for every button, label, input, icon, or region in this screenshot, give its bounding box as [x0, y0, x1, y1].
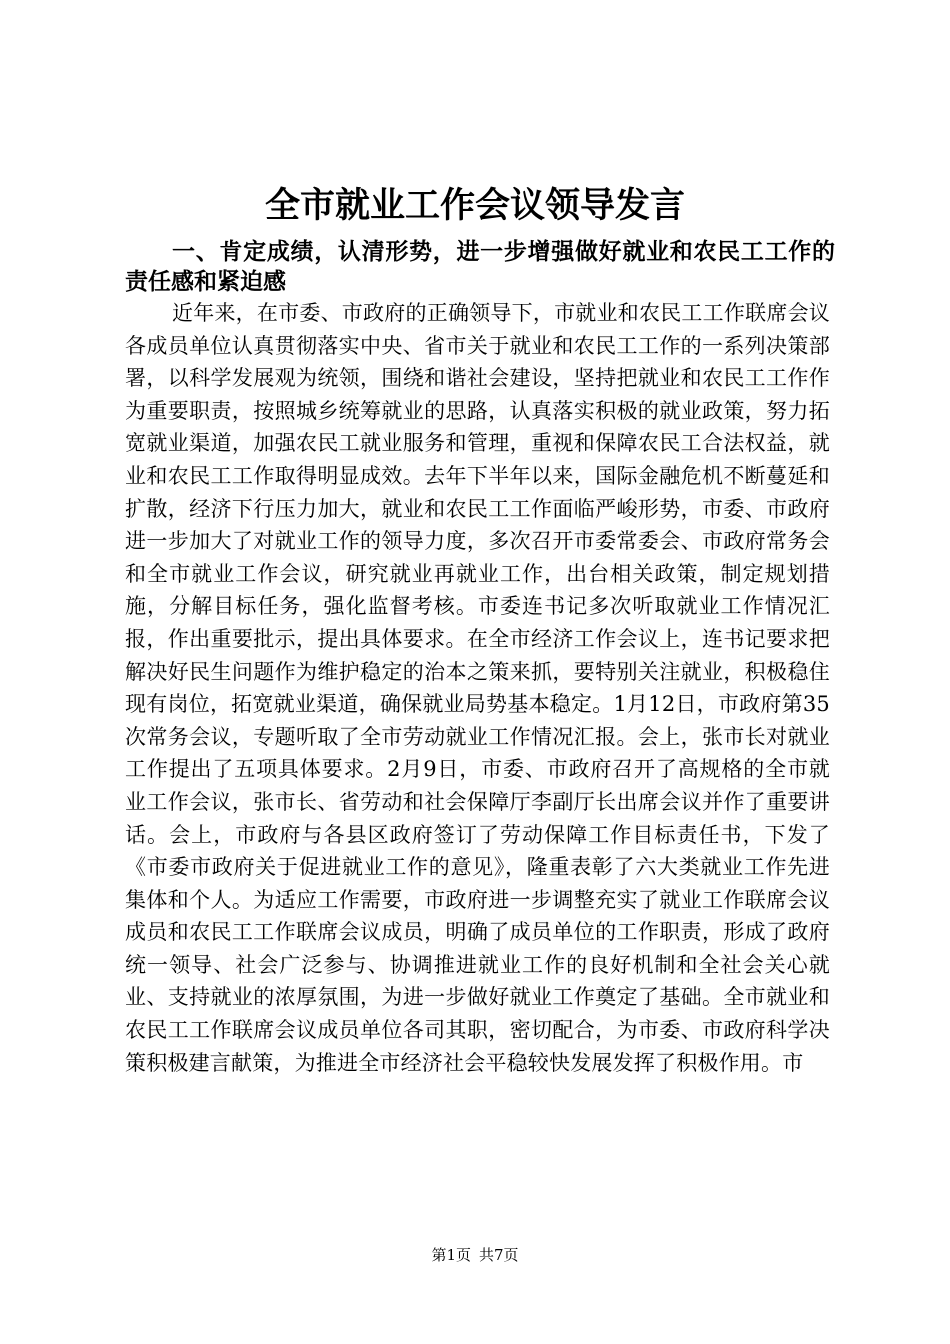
page-footer	[0, 1245, 950, 1265]
page-number: 第1页	[431, 1246, 471, 1264]
document-title: 全市就业工作会议领导发言	[264, 186, 685, 226]
body-paragraph: 近年来，在市委、市政府的正确领导下，市就业和农民工工作联席会议各成员单位认真贯彻落实中央、省市关于就业和农民工工作的一系列决策部署，以科学发展观为统领，围绕和谐社会建设，坚持把就业和农民工工作作为重要职责，按照城乡统筹就业的思路，认真落实积极的就业政策，努力拓宽就业渠道，加强农民工就业服务和管理，重视和保障农民工合法权益，就业和农民工工作取得明显成效。去年下半年以来，国际金融危机不断蔓延和扩散，经济下行压力加大，就业和农民工工作面临严峻形势，市委、市政府进一步加大了对就业工作的领导力度，多次召开市委常委会、市政府常务会和全市就业工作会议，研究就业再就业工作，出台相关政策，制定规划措施，分解目标任务，强化监督考核。市委连书记多次听取就业工作情况汇报，作出重要批示，提出具体要求。在全市经济工作会议上，连书记要求把解决好民生问题作为维护稳定的治本之策来抓，要特别关注就业，积极稳住现有岗位，拓宽就业渠道，确保就业局势基本稳定。1月12日，市政府第35次常务会议，专题听取了全市劳动就业工作情况汇报。会上，张市长对就业工作提出了五项具体要求。2月9日，市委、市政府召开了高规格的全市就业工作会议，张市长、省劳动和社会保障厅李副厅长出席会议并作了重要讲话。会上，市政府与各县区政府签订了劳动保障工作目标责任书，下发了《市委市政府关于促进就业工作的意见》，隆重表彰了六大类就业工作先进集体和个人。为适应工作需要，市政府进一步调整充实了就业工作联席会议成员和农民工工作联席会议成员，明确了成员单位的工作职责，形成了政府统一领导、社会广泛参与、协调推进就业工作的良好机制和全社会关心就业、支持就业的浓厚氛围，为进一步做好就业工作奠定了基础。全市就业和农民工工作联席会议成员单位各司其职，密切配合，为市委、市政府科学决策积极建言献策，为推进全市经济社会平稳较快发展发挥了积极作用。市	[125, 301, 830, 1075]
section-heading: 一、肯定成绩，认清形势，进一步增强做好就业和农民工工作的责任感和紧迫感	[125, 239, 835, 295]
page-total: 共7页	[479, 1246, 519, 1264]
